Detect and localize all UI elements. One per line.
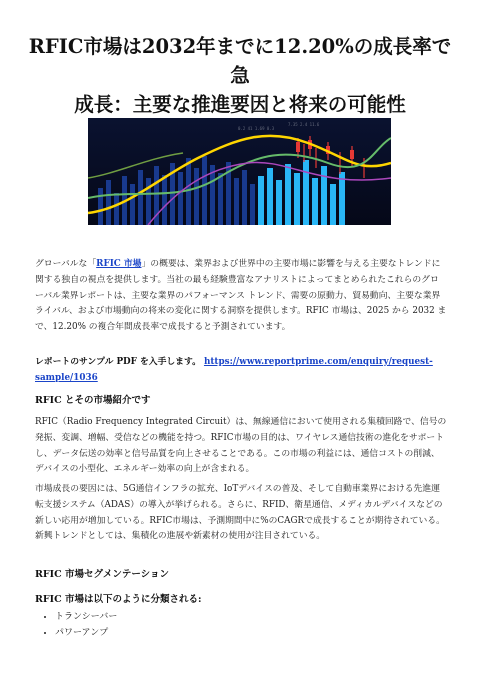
description-paragraph-2: 市場成長の要因には、5G通信インフラの拡充、IoTデバイスの普及、そして自動車業界における先進運転支援システム（ADAS）の導入が挙げられる。さらに、RFID、衛星通信、メディカルデバイスなどの新しい応用が増加している。RFIC市場は、予測期間中に%のCAGRで成長することが期待されている。新興トレンドとしては、集積化の進展や新素材の使用が注目されている。 [35, 484, 445, 542]
section-heading-segmentation: RFIC 市場セグメンテーション [35, 569, 169, 580]
hero-chart-image [88, 118, 391, 225]
list-item: • パワーアンプ [55, 626, 117, 642]
title-line-1: RFIC市場は2032年までに12.20%の成長率で急 [28, 35, 452, 87]
intro-paragraph [35, 257, 447, 336]
sample-request-link[interactable]: https://www.reportprime.com/enquiry/request-sample/1036 [35, 357, 433, 383]
intro-pre: グローバルな「 [35, 259, 97, 269]
sample-label: レポートのサンプル PDF を入手します。 [35, 357, 201, 367]
title-line-2: 成長：主要な推進要因と将来の可能性 [74, 93, 406, 116]
sample-request-paragraph [35, 355, 447, 387]
description-paragraph-1: RFIC（Radio Frequency Integrated Circuit）は、無線通信において使用される集積回路で、信号の発振、変調、増幅、受信などの機能を持つ。RFIC市場の目的は、ワイヤレス通信技術の進化をサポートし、データ伝送の効率と信号品質を向上させることである。この市場の利益には、通信コストの削減、デバイスの小型化、エネルギー効率の向上が含まれる。 [35, 417, 447, 475]
section-heading-intro: RFIC とその市場紹介です [35, 395, 151, 406]
section-heading-classification: RFIC 市場は以下のように分類される: [35, 594, 202, 605]
intro-post: 」の概要は、業界および世界中の主要市場に影響を与える主要なトレンドに関する独自の視点を提供します。当社の最も経験豊富なアナリストによってまとめられたこれらのグローバル業界レポートは、主要な業界のパフォーマンス トレンド、需要の原動力、貿易動向、主要な業界ライバル、および市場動向の将来の変化に関する洞察を提供します。RFIC 市場は、2025 から 2032 まで、12.20% の複合年間成長率で成長すると予測されています。 [35, 259, 447, 333]
list-item: • トランシーバー [55, 610, 117, 626]
segment-list [35, 610, 117, 641]
page-title [20, 32, 460, 119]
svg-text:0.2 41 1.69 0.3: 0.2 41 1.69 0.3 [238, 126, 275, 131]
rfic-market-link[interactable]: RFIC 市場 [96, 259, 142, 269]
svg-text:7.35 2.4 11.6: 7.35 2.4 11.6 [288, 122, 320, 127]
